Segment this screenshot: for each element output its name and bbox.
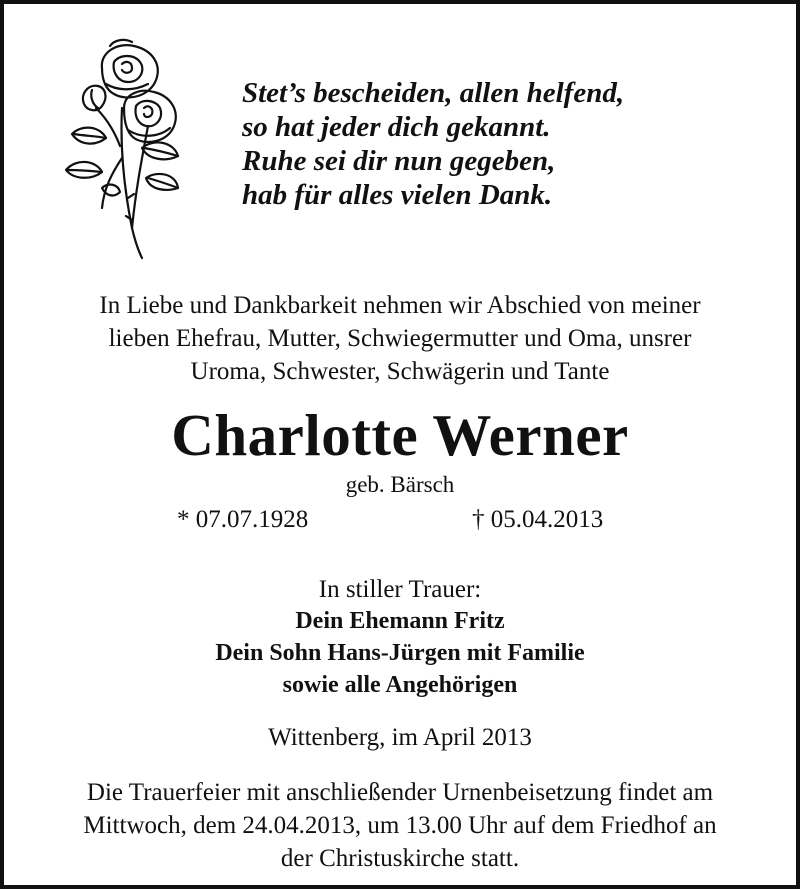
place-date: Wittenberg, im April 2013 bbox=[268, 724, 532, 751]
mourner: Dein Sohn Hans-Jürgen mit Familie bbox=[215, 640, 585, 666]
intro-line: lieben Ehefrau, Mutter, Schwiegermutter und Oma, unsrer bbox=[108, 325, 692, 352]
maiden-name: geb. Bärsch bbox=[345, 472, 455, 497]
mourner: sowie alle Angehörigen bbox=[282, 672, 518, 698]
birth-date: * 07.07.1928 bbox=[177, 506, 309, 533]
poem-line: Stet’s bescheiden, allen helfend, bbox=[242, 77, 625, 109]
death-date: † 05.04.2013 bbox=[472, 506, 604, 533]
mourning-heading: In stiller Trauer: bbox=[318, 576, 482, 603]
deceased-name: Charlotte Werner bbox=[171, 402, 629, 468]
poem-line: so hat jeder dich gekannt. bbox=[242, 111, 551, 143]
poem bbox=[242, 76, 624, 212]
service-line: Die Trauerfeier mit anschließender Urnenbeisetzung findet am bbox=[86, 779, 714, 806]
service-info bbox=[4, 776, 796, 875]
intro-line: In Liebe und Dankbarkeit nehmen wir Abschied von meiner bbox=[99, 292, 701, 319]
intro-line: Uroma, Schwester, Schwägerin und Tante bbox=[190, 358, 610, 385]
poem-line: Ruhe sei dir nun gegeben, bbox=[242, 145, 556, 177]
mourner: Dein Ehemann Fritz bbox=[295, 608, 505, 634]
intro-text bbox=[4, 289, 796, 388]
service-line: der Christuskirche statt. bbox=[280, 845, 520, 872]
rose-icon bbox=[62, 38, 190, 260]
poem-line: hab für alles vielen Dank. bbox=[242, 179, 553, 211]
service-line: Mittwoch, dem 24.04.2013, um 13.00 Uhr auf dem Friedhof an bbox=[83, 812, 717, 839]
